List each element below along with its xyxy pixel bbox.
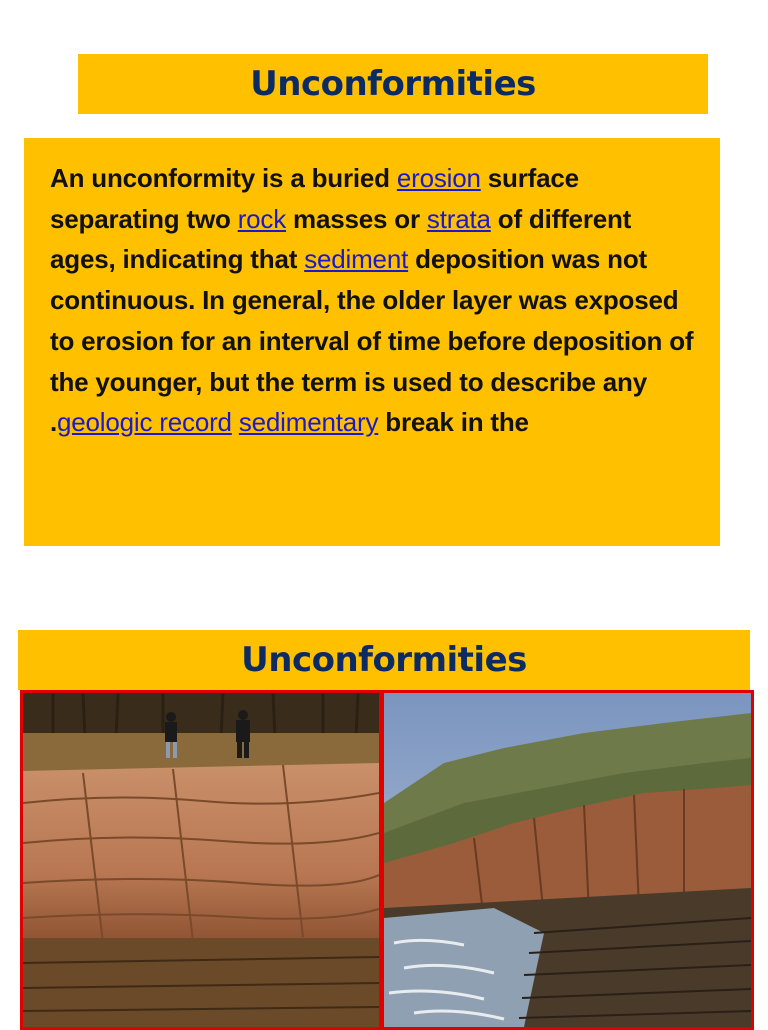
sediment-link[interactable]: sediment (304, 244, 409, 275)
text-run: An unconformity is a buried (50, 163, 397, 193)
geologic-record-link[interactable]: geologic record (57, 407, 232, 438)
outcrop-photo (20, 690, 382, 1030)
definition-box (24, 138, 720, 546)
text-run: surface separating two (50, 163, 579, 234)
slide2-title-bar (18, 630, 750, 690)
text-run: break in the (378, 407, 529, 438)
text-run (232, 407, 239, 437)
coastal-cliff-photo (381, 690, 754, 1030)
definition-text (50, 158, 698, 443)
slide1-title-bar (78, 54, 708, 114)
text-run: masses or (286, 203, 427, 234)
text-run: deposition was not continuous. In general, the older layer was exposed to erosion for an interval of time before deposition of the younger, but the term is used to describe any . (50, 244, 694, 438)
slide1-title: Unconformities (250, 64, 536, 104)
sedimentary-link[interactable]: sedimentary (238, 407, 379, 438)
rock-link[interactable]: rock (237, 203, 287, 234)
coastal-cliff-photo-illustration (384, 693, 751, 1027)
slide2-title: Unconformities (241, 640, 527, 680)
strata-link[interactable]: strata (426, 203, 491, 234)
erosion-link[interactable]: erosion (396, 163, 481, 193)
outcrop-photo-illustration (23, 693, 379, 1027)
text-run: of different ages, indicating that (50, 203, 632, 275)
